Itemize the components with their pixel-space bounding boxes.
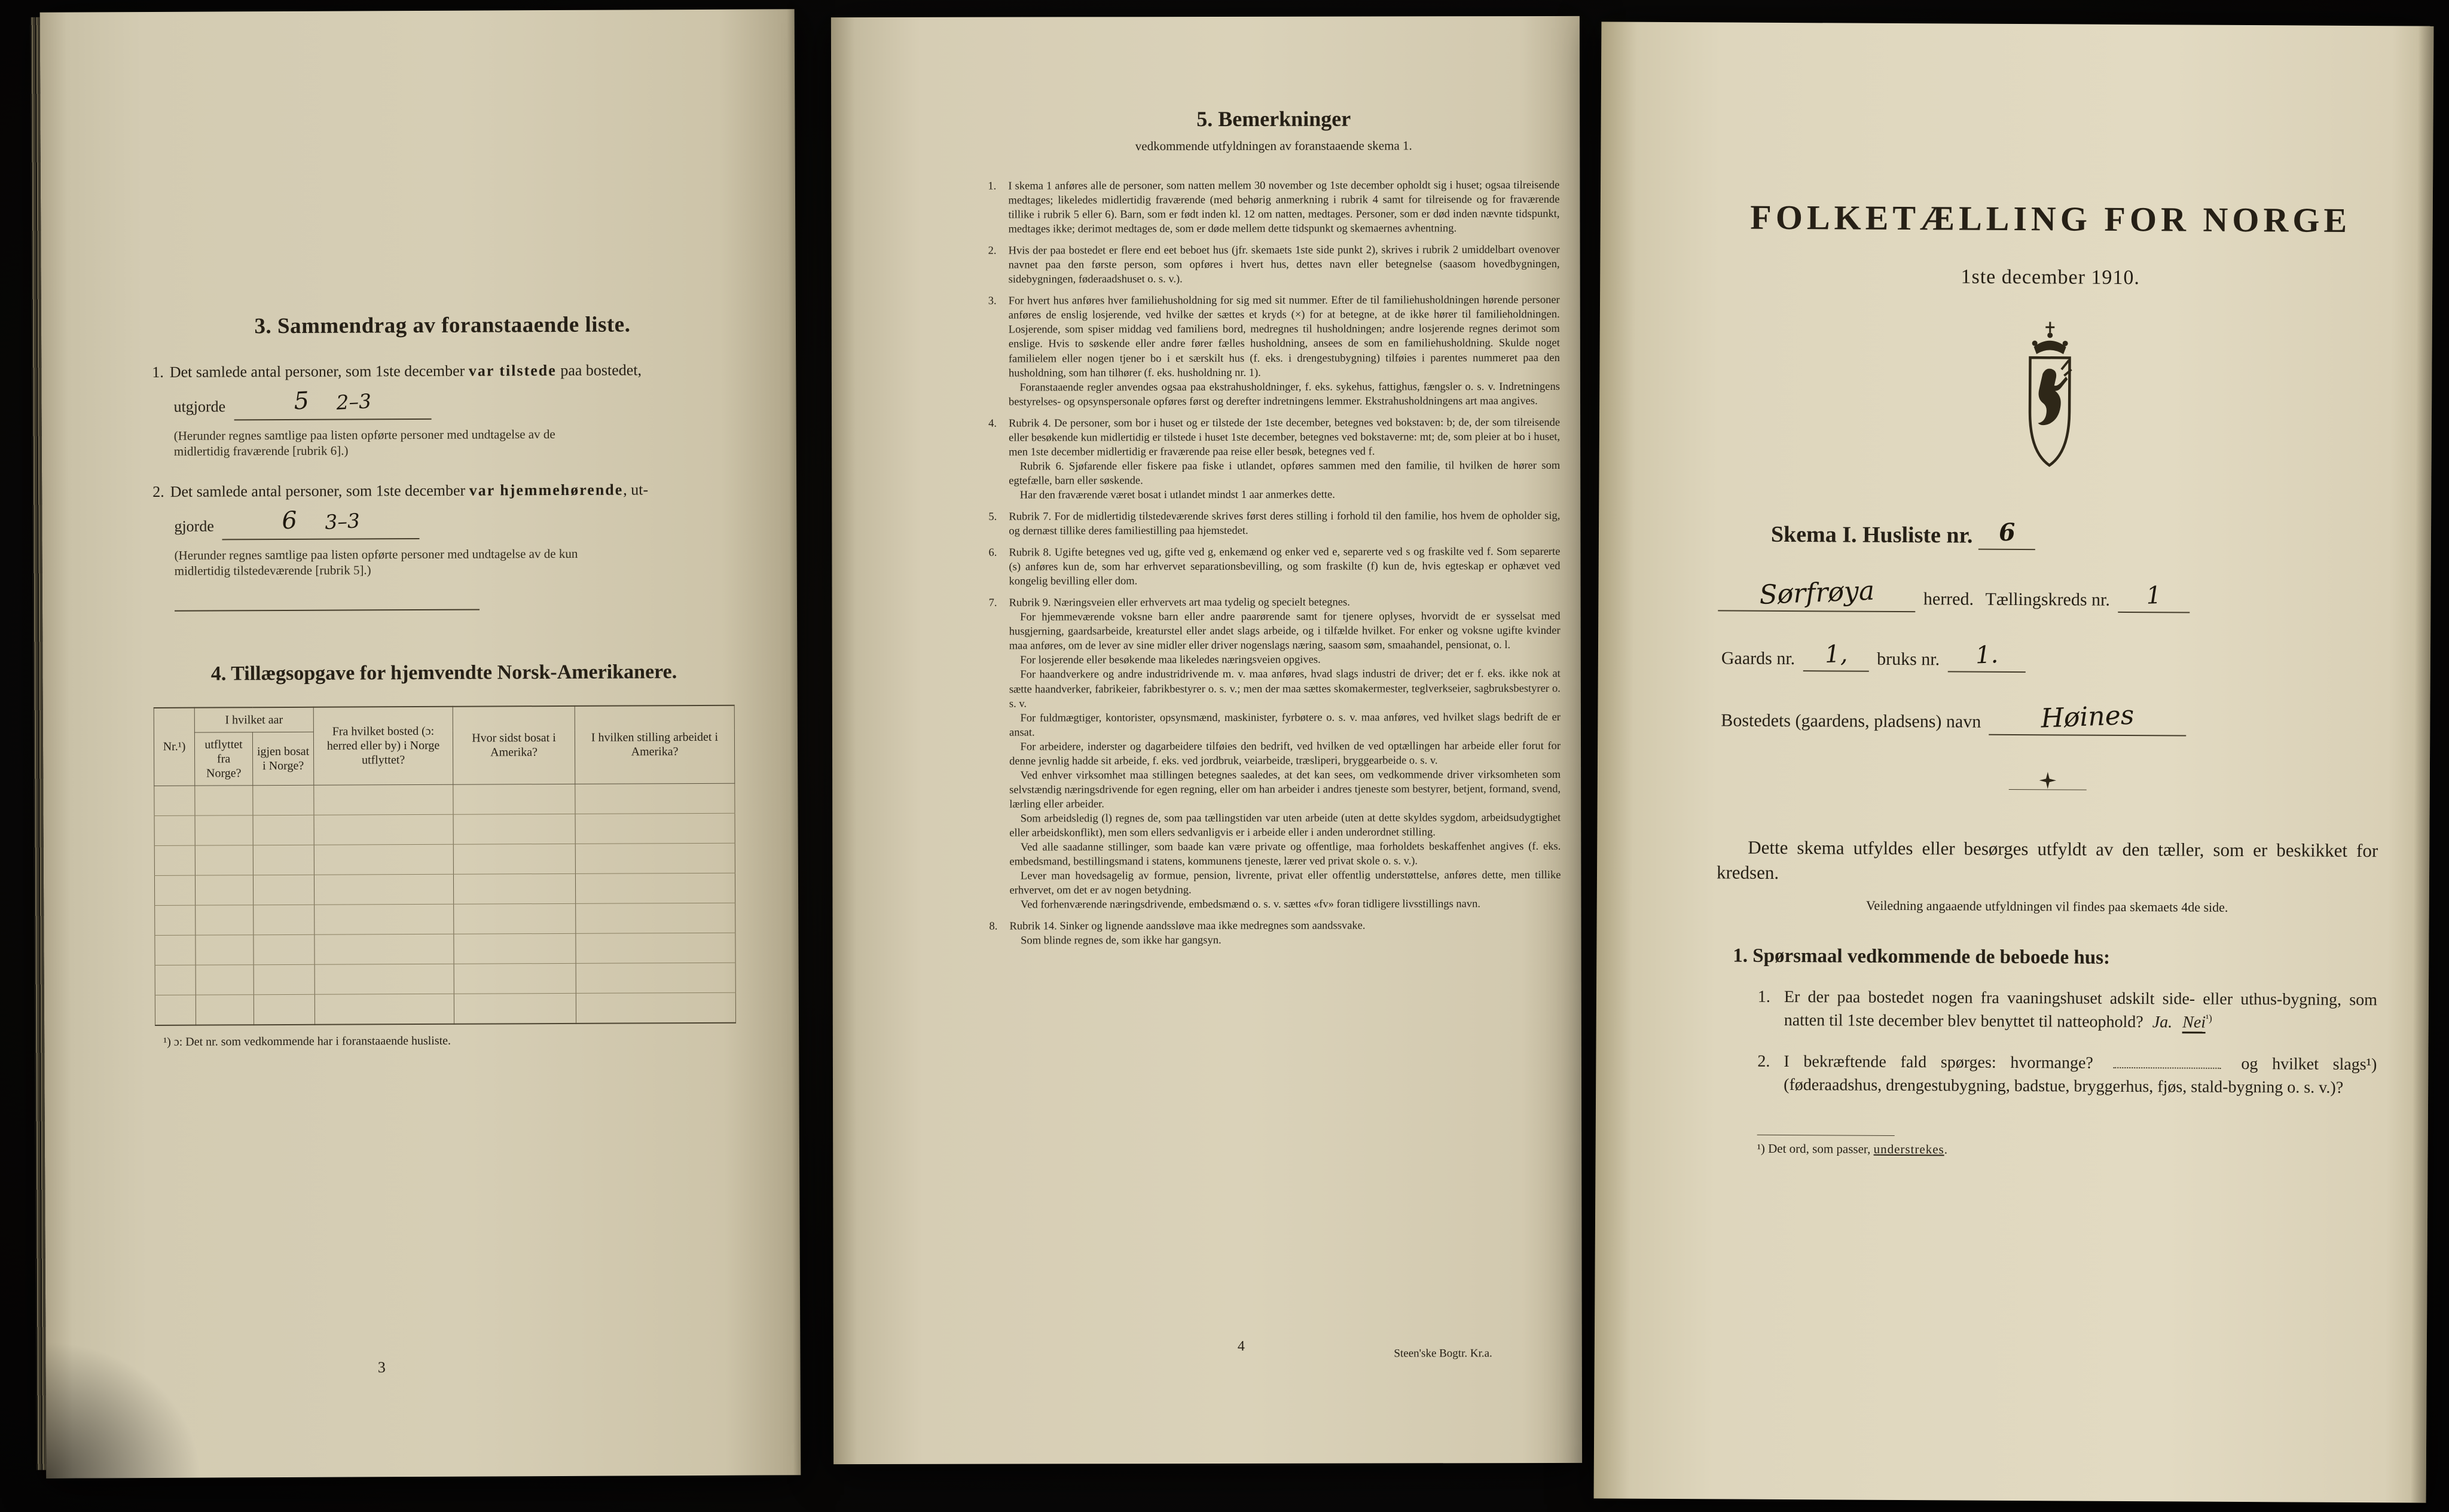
flourish-divider bbox=[1717, 772, 2378, 792]
item-number: 2. bbox=[152, 483, 164, 501]
page-left-content bbox=[40, 9, 799, 1049]
table-cell-empty bbox=[453, 784, 575, 814]
table-cell-empty bbox=[254, 964, 314, 994]
table-cell-empty bbox=[154, 786, 195, 815]
instruction-number: 7. bbox=[988, 597, 997, 609]
col-header-from: Fra hvilket bosted (ɔ: herred eller by) i Norge utflyttet? bbox=[313, 706, 453, 785]
col-header-where: Hvor sidst bosat i Amerika? bbox=[453, 705, 575, 784]
table-row-empty bbox=[154, 813, 735, 845]
schema-number-blank bbox=[1978, 518, 2035, 550]
page-number: 3 bbox=[377, 1358, 386, 1376]
page-footnote bbox=[1757, 1141, 2377, 1159]
instruction-text: Rubrik 14. Sinker og lignende aandssløve maa ikke medregnes som aandssvake. Som blinde regnes de, som ikke har gangsyn. bbox=[1009, 920, 1366, 947]
item-text: Det samlede antal personer, som 1ste december bbox=[170, 481, 469, 501]
summary-item-1-answer-line bbox=[173, 386, 733, 421]
item-text: , ut- bbox=[623, 481, 649, 499]
section-divider-rule bbox=[175, 609, 480, 611]
table-cell-empty bbox=[575, 783, 735, 814]
table-cell-empty bbox=[314, 994, 454, 1025]
table-cell-empty bbox=[576, 992, 735, 1024]
schema-line bbox=[1771, 520, 2380, 552]
item-text: paa bostedet, bbox=[556, 361, 642, 380]
table-row-empty bbox=[155, 963, 735, 995]
table-cell-empty bbox=[575, 813, 735, 844]
handwritten-split: 2–3 bbox=[335, 389, 372, 414]
handwritten-herred: Sørfrøya bbox=[1758, 575, 1875, 610]
table-cell-empty bbox=[314, 904, 454, 934]
instruction-item-5 bbox=[988, 509, 1563, 539]
table-cell-empty bbox=[454, 933, 576, 964]
section4-title: 4. Tillægsopgave for hjemvendte Norsk-Amerikanere. bbox=[210, 660, 677, 685]
instruction-item-8 bbox=[990, 918, 1561, 948]
handwritten-gaard: 1, bbox=[1824, 640, 1848, 669]
footnote-underlined-word: understrekes bbox=[1873, 1142, 1944, 1157]
col-header-nr: Nr.¹) bbox=[154, 707, 195, 786]
table-cell-empty bbox=[314, 814, 453, 845]
table-footnote: ¹) ɔ: Det nr. som vedkommende har i foranstaaende husliste. bbox=[163, 1034, 451, 1049]
footnote-text: ¹) Det ord, som passer, bbox=[1757, 1141, 1874, 1157]
summary-item-1-line bbox=[152, 360, 733, 383]
handwritten-total: 5 bbox=[293, 387, 310, 416]
table-cell-empty bbox=[575, 873, 735, 903]
census-title: FOLKETÆLLING FOR NORGE bbox=[1750, 197, 2352, 240]
coat-of-arms-icon bbox=[2004, 320, 2094, 482]
printer-mark: Steen'ske Bogtr. Kr.a. bbox=[1394, 1347, 1492, 1360]
table-cell-empty bbox=[575, 843, 735, 873]
table-cell-empty bbox=[155, 995, 196, 1025]
herred-label: herred. bbox=[1923, 589, 1974, 609]
col-header-year-out: utflyttet fra Norge? bbox=[194, 732, 252, 785]
instruction-number: 5. bbox=[988, 511, 997, 523]
table-row-empty bbox=[154, 783, 735, 815]
footnote-marker: ¹) bbox=[2206, 1012, 2212, 1024]
col-header-position: I hvilken stilling arbeidet i Amerika? bbox=[575, 705, 735, 784]
question-number: 1. bbox=[1757, 987, 1771, 1006]
coat-of-arms bbox=[1718, 318, 2380, 483]
bruk-blank bbox=[1948, 643, 2026, 673]
table-cell-empty bbox=[195, 875, 253, 905]
gaard-label: Gaards nr. bbox=[1721, 648, 1795, 669]
instruction-number: 1. bbox=[988, 180, 997, 193]
instruction-text: Rubrik 4. De personer, som bor i huset og er tilstede der 1ste december, betegnes ved bokstaven: b; de, der som tilreisende eller besøkende kun midlertidig er tilstede i huset 1ste december, betegnes ved bokstaverne: mt; de, som pleier at bo i huset, men 1ste december midlertidig er fraværende paa reise eller besøk, betegnes ved f. Rubrik 6. Sjøfarende eller fiskere paa fiske i utlandet, opføres sammen med den familie, til hvilken de hører som egtefælle, barn eller søskende. Har den fraværende været bosat i utlandet mindst 1 aar anmerkes dette. bbox=[1009, 416, 1563, 502]
table-cell-empty bbox=[196, 964, 254, 994]
col-group-year: I hvilket aar bbox=[194, 707, 313, 732]
page-left bbox=[40, 9, 801, 1478]
instruction-number: 4. bbox=[988, 417, 997, 430]
question-1 bbox=[1758, 985, 2377, 1035]
instruction-number: 6. bbox=[988, 546, 997, 559]
item-note: (Herunder regnes samtlige paa listen opførte personer med undtagelse av de kun midlertidig tilstedeværende [rubrik 5].) bbox=[174, 546, 578, 579]
instruction-item-2 bbox=[988, 243, 1563, 287]
handwritten-kreds: 1 bbox=[2145, 581, 2163, 610]
instruction-text: For hvert hus anføres hver familiehusholdning for sig med sit nummer. Efter de til familiehusholdningen hørende personer anføres de enslig losjerende, ved hvilke der sættes et kryds (×) for at betegne, at de ikke hører til familieholdningen. Losjerende, som spiser middag ved familiens bord, medregnes til husholdningen; andre losjerende regnes derimot som enslige. Hvis to søskende eller andre fører fælles husholdning, ansees de som en familiehusholdning. Skulde noget familielem eller nogen tjener bo i et særskilt hus (f. eks. i drengestubygning) tilføies i parentes nummeret paa den husholdning, som han tilhører (f. eks. husholdning nr. 1). Foranstaaende regler anvendes ogsaa paa ekstrahusholdninger, f. eks. sykehus, fattighus, fængsler o. s. v. Indretningens bestyrelses- og opsynspersonale opføres først og derefter indretningens lemmer. Ekstrahusholdningens art maa angives. bbox=[1008, 294, 1563, 408]
instruction-text: Hvis der paa bostedet er flere end eet beboet hus (jfr. skemaets 1ste side punkt 2), skrives i rubrik 2 umiddelbart ovenover navnet paa den første person, som opføres i hvert hus, dettes navn eller betegnelse (saasom hovedbygningen, sidebygningen, føderaadshuset o. s. v.). bbox=[1008, 244, 1563, 286]
table-row-empty bbox=[154, 873, 735, 905]
answer-blank bbox=[222, 507, 420, 540]
question-2-mid: og hvilket slags¹) bbox=[2241, 1055, 2377, 1074]
district-line bbox=[1718, 575, 2379, 615]
handwritten-total: 6 bbox=[281, 506, 298, 535]
table-cell-empty bbox=[253, 845, 314, 875]
table-cell-empty bbox=[254, 875, 314, 905]
instruction-number: 3. bbox=[988, 295, 997, 307]
herred-blank bbox=[1718, 575, 1915, 612]
instruction-text: Rubrik 7. For de midlertidig tilstedeværende skrives først deres stilling i forhold til den familie, hos hvem de opholder sig, og dernæst tillike deres familiestilling paa hjemstedet. bbox=[1009, 509, 1563, 537]
kreds-blank bbox=[2118, 581, 2190, 613]
flourish-icon bbox=[2038, 770, 2058, 793]
table-row-empty bbox=[155, 933, 735, 965]
table-cell-empty bbox=[155, 935, 196, 965]
table-row-empty bbox=[155, 992, 735, 1025]
table-cell-empty bbox=[314, 844, 453, 875]
question-2 bbox=[1757, 1050, 2377, 1100]
table-cell-empty bbox=[154, 845, 195, 875]
instruction-text: Rubrik 9. Næringsveien eller erhvervets art maa tydelig og specielt betegnes. For hjemmeværende voksne barn eller andre paarørende samt for tjenere oplyses, hvorvidt de er sysselsat med husgjerning, gaardsarbeide, kreaturstel eller andet slags arbeide, og i tilfælde hvilket. For enker og voksne ugifte kvinder maa anføres, om de lever av sine midler eller driver nogenslags næring, saasom søm, smaahandel, pensionat, o. l. For losjerende eller besøkende maa likeledes næringsveien opgives. For haandverkere og andre industridrivende m. v. maa anføres, hvad slags industri de driver; det er f. eks. ikke nok at sætte haandverker, fabrikeier, fabrikbestyrer o. s. v.; men der maa sættes skomakermester, teglverkseier, sagbruksbestyrer o. s. v. For fuldmægtiger, kontorister, opsynsmænd, maskinister, fyrbøtere o. s. v. maa anføres, ved hvilket slags bedrift de er ansat. For arbeidere, inderster og dagarbeidere tilføies den bedrift, ved hvilken de ved optællingen har arbeide eller forut for denne jevnlig hadde sit arbeide, f. eks. ved jordbruk, veiarbeide, træsliperi, bryggearbeide o. s. v. Ved enhver virksomhet maa stillingen betegnes saaledes, at det kan sees, om vedkommende driver virksomheten som selvstændig næringsdrivende for egen regning, eller om han arbeider i andres tjeneste som bestyrer, betjent, formand, svend, lærling eller arbeider. Som arbeidsledig (l) regnes de, som paa tællingstiden var uten arbeide (uten at dette skyldes sygdom, arbeidsudygtighet eller arbeidskonflikt), men som ellers sedvanligvis er i arbeide eller i anden underordnet stilling. Ved alle saadanne stillinger, som baade kan være private og offentlige, maa forholdets beskaffenhet angives (f. eks. embedsmand, bestillingsmand i statens, kommunens tjeneste, lærer ved privat skole o. s. v.). Lever man hovedsagelig av formue, pension, livrente, privat eller offentlig understøttelse, anføres dette, men tillike erhvervet, om det er av nogen betydning. Ved forhenværende næringsdrivende, embedsmænd o. s. v. sættes «fv» foran tidligere livsstillings navn. bbox=[1009, 596, 1564, 911]
bosted-blank bbox=[1989, 700, 2187, 737]
guidance-note: Veiledning angaaende utfyldningen vil findes paa skemaets 4de side. bbox=[1865, 897, 2228, 915]
questions-heading: 1. Spørsmaal vedkommende de beboede hus: bbox=[1733, 945, 2111, 969]
answer-blank-dotted bbox=[2114, 1067, 2221, 1069]
instruction-item-7 bbox=[988, 595, 1564, 912]
section3-title: 3. Sammendrag av foranstaaende liste. bbox=[254, 312, 631, 339]
handwritten-bruk: 1. bbox=[1974, 641, 1999, 670]
table-cell-empty bbox=[576, 963, 735, 993]
page-right bbox=[1594, 22, 2434, 1502]
handwritten-split: 3–3 bbox=[324, 509, 361, 534]
table-cell-empty bbox=[453, 873, 575, 904]
answer-ja: Ja. bbox=[2152, 1013, 2173, 1032]
carry-word: gjorde bbox=[174, 517, 214, 535]
item-number: 1. bbox=[152, 363, 164, 381]
table-cell-empty bbox=[576, 933, 735, 963]
summary-item-1 bbox=[152, 360, 734, 460]
gaard-blank bbox=[1803, 640, 1869, 672]
table-cell-empty bbox=[254, 905, 314, 934]
instruction-item-6 bbox=[988, 545, 1564, 589]
table-cell-empty bbox=[454, 963, 576, 994]
table-cell-empty bbox=[195, 815, 253, 845]
schema-label: Skema I. Husliste nr. bbox=[1770, 521, 1973, 548]
table-cell-empty bbox=[314, 874, 453, 905]
footnote-rule bbox=[1757, 1135, 1895, 1136]
table-cell-empty bbox=[314, 934, 454, 964]
table-cell-empty bbox=[254, 934, 314, 964]
bosted-label: Bostedets (gaardens, pladsens) navn bbox=[1721, 710, 1981, 732]
instruction-item-4 bbox=[988, 416, 1563, 503]
table-cell-empty bbox=[196, 905, 254, 934]
instruction-number: 8. bbox=[989, 920, 998, 933]
summary-item-2-answer-line bbox=[174, 506, 734, 540]
item-text: Det samlede antal personer, som 1ste december bbox=[169, 362, 469, 381]
table-cell-empty bbox=[253, 785, 314, 815]
residence-line bbox=[1717, 702, 2378, 737]
kreds-label: Tællingskreds nr. bbox=[1985, 589, 2110, 610]
table-cell-empty bbox=[454, 903, 576, 934]
handwritten-bosted: Høines bbox=[2040, 700, 2135, 734]
question-2-body: I bekræftende fald spørges: hvormange? bbox=[1784, 1052, 2093, 1073]
norwegian-americans-table bbox=[154, 704, 736, 1025]
census-date: 1ste december 1910. bbox=[1961, 265, 2140, 289]
table-cell-empty bbox=[195, 785, 253, 815]
page-middle bbox=[831, 16, 1582, 1464]
question-2-paren: (føderaadshus, drengestubygning, badstue, bryggerhus, fjøs, stald-bygning o. s. v.)? bbox=[1784, 1076, 2344, 1098]
table-cell-empty bbox=[254, 994, 314, 1025]
summary-item-2-line bbox=[152, 479, 734, 502]
table-row-empty bbox=[155, 903, 735, 935]
table-cell-empty bbox=[576, 903, 735, 933]
table-body bbox=[154, 783, 736, 1025]
table-cell-empty bbox=[154, 815, 195, 845]
question-text bbox=[1784, 985, 2377, 1036]
instruction-text: I skema 1 anføres alle de personer, som natten mellem 30 november og 1ste december opholdt sig i huset; ogsaa tilreisende medtages; likeledes midlertidig fraværende (med behørig anmerkning i rubrik 4 samt for tilreisende og for fraværende tillike i rubrik 5 eller 6). Barn, som er født inden kl. 12 om natten, medtages. Personer, som er død inden nævnte tidspunkt, medtages ikke; derimot medtages de, som er døde mellem dette tidspunkt og skemaernes avhentning. bbox=[1008, 179, 1563, 236]
item-note: (Herunder regnes samtlige paa listen opførte personer med undtagelse av de midlertidig fraværende [rubrik 6].) bbox=[173, 426, 555, 459]
carry-word: utgjorde bbox=[173, 398, 226, 416]
table-cell-empty bbox=[155, 905, 196, 935]
instruction-text: Rubrik 8. Ugifte betegnes ved ug, gifte ved g, enkemænd og enker ved e, separerte ved s og fraskilte ved f. Som separerte (s) anføres kun de, som har erhvervet separationsbevilling, og som fraskilte (f) kun de, hvis egteskap er ophævet ved kongelig bevilling eller dom. bbox=[1009, 546, 1564, 588]
answer-nei-underlined: Nei bbox=[2182, 1013, 2206, 1033]
table-cell-empty bbox=[314, 784, 453, 815]
summary-item-2 bbox=[152, 479, 734, 579]
farm-line bbox=[1718, 642, 2379, 674]
table-row-empty bbox=[154, 843, 735, 875]
table-cell-empty bbox=[196, 934, 254, 964]
intro-paragraph: Dette skema utfyldes eller besørges utfyldt av den tæller, som er beskikket for kredsen. bbox=[1716, 836, 2378, 883]
remarks-title: 5. Bemerkninger bbox=[1196, 106, 1351, 132]
answer-blank bbox=[234, 387, 431, 420]
remarks-list bbox=[988, 178, 1564, 948]
instruction-item-3 bbox=[988, 293, 1563, 409]
bruk-label: bruks nr. bbox=[1877, 649, 1940, 670]
page-corner-shadow bbox=[45, 1340, 201, 1479]
item-text-emphasis: var hjemmehørende bbox=[469, 481, 624, 499]
table-cell-empty bbox=[154, 875, 195, 905]
table-cell-empty bbox=[454, 993, 576, 1024]
table-cell-empty bbox=[155, 965, 196, 995]
table-cell-empty bbox=[314, 964, 454, 994]
table-header bbox=[154, 705, 735, 786]
col-header-year-back: igjen bosat i Norge? bbox=[252, 732, 313, 785]
question-text bbox=[1784, 1050, 2377, 1100]
remarks-subtitle: vedkommende utfyldningen av foranstaaende skema 1. bbox=[1135, 138, 1412, 154]
question-1-body: Er der paa bostedet nogen fra vaaningshuset adskilt side- eller uthus-bygning, som natten til 1ste december blev benyttet til natteophold? bbox=[1784, 987, 2378, 1032]
instruction-item-1 bbox=[988, 178, 1563, 237]
instruction-number: 2. bbox=[988, 245, 997, 257]
item-text-emphasis: var tilstede bbox=[468, 362, 557, 380]
footnote-text-end: . bbox=[1944, 1142, 1948, 1157]
table-cell-empty bbox=[453, 844, 575, 874]
table-cell-empty bbox=[453, 814, 575, 844]
table-cell-empty bbox=[195, 845, 253, 875]
table-cell-empty bbox=[253, 815, 314, 845]
page-number: 4 bbox=[1237, 1338, 1245, 1354]
handwritten-schema-number: 6 bbox=[1998, 518, 2016, 547]
question-number: 2. bbox=[1757, 1052, 1770, 1071]
table-cell-empty bbox=[196, 994, 254, 1025]
